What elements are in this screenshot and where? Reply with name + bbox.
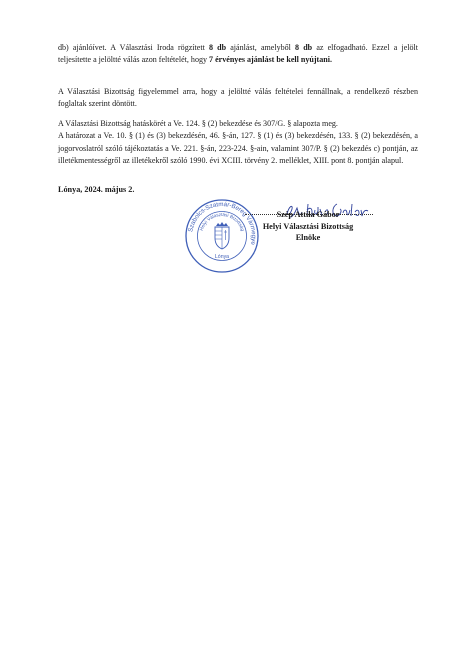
paragraph-endorsements bbox=[58, 42, 418, 67]
endorsement-text-1: db) ajánlóívet. A Választási Iroda rögzített bbox=[58, 43, 209, 52]
endorsement-text-2: ajánlást, amelyből bbox=[226, 43, 296, 52]
paragraph-legal-basis bbox=[58, 118, 418, 168]
signatory-role: Elnöke bbox=[295, 233, 321, 242]
signatory-body: Helyi Választási Bizottság bbox=[262, 221, 354, 231]
endorsement-count-recorded: 8 db bbox=[208, 43, 227, 52]
legal-basis-competence: A Választási Bizottság hatáskörét a Ve. 124. § (2) bekezdése és 307/G. § alapozta meg. bbox=[58, 119, 338, 128]
coat-of-arms-icon bbox=[215, 222, 229, 249]
signatory-block bbox=[238, 209, 378, 244]
document-date: Lónya, 2024. május 2. bbox=[58, 185, 135, 194]
stamp-bottom-text: Lónya bbox=[214, 254, 230, 260]
paragraph-decision: A Választási Bizottság figyelemmel arra, hogy a jelöltté válás feltételei fennállnak, a rendelkező részben foglaltak szerint döntött. bbox=[58, 87, 418, 109]
endorsement-count-accepted: 8 db bbox=[295, 43, 313, 52]
endorsement-text-3: az elfogadható. Ezzel a jelölt teljesítette a jelöltté válás azon feltételét, hogy bbox=[58, 43, 418, 65]
signatory-name: Szép Attila Gábor bbox=[276, 210, 340, 219]
stamp-outer-text: Szabolcs-Szatmár-Bereg Vármegye bbox=[187, 200, 258, 246]
legal-basis-resolution: A határozat a Ve. 10. § (1) és (3) bekezdésén, 46. §-án, 127. § (1) és (3) bekezdésén, 133. § (2) bekezdésén, a jogorvoslatról szóló tájékoztatás a Ve. 221. §-án, 223-224. §-ain, valamint 307/P. § (2) bekezdés c) pontján, az illetékmentességről az illetékekről szóló 1990. évi XCIII. törvény 2. melléklet, XIII. pont 8. pontján alapul. bbox=[58, 131, 418, 166]
stamp-inner-text: Helyi Választási Bizottság bbox=[198, 211, 246, 232]
endorsement-requirement: 7 érvényes ajánlást be kell nyújtani. bbox=[209, 55, 332, 65]
